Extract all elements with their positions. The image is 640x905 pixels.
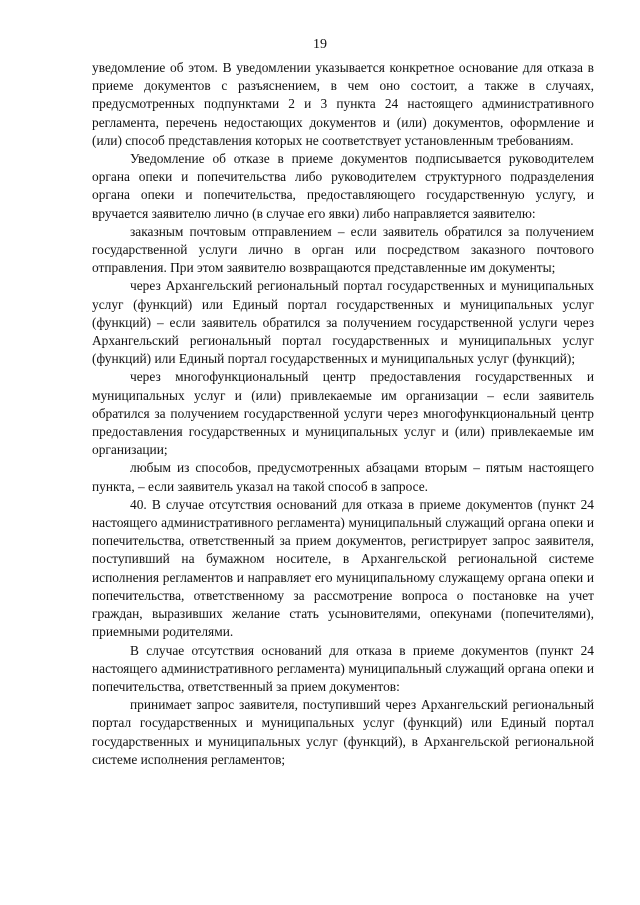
paragraph-notification-content: уведомление об этом. В уведомлении указывается конкретное основание для отказа в приеме документов с разъяснением, в чем оно состоит, а также в случаях, предусмотренных подпунктами 2 и 3 пункта 24 настоящего административного регламента, перечень недостающих документов и (или) документов, оформление и (или) способ представления которых не соответствует установленным требованиям. [92, 60, 594, 148]
paragraph-item-40: 40. В случае отсутствия оснований для отказа в приеме документов (пункт 24 настоящего административного регламента) муниципальный служащий органа опеки и попечительства, ответственный за прием документов, регистрирует запрос заявителя, поступивший на бумажном носителе, в Архангельской региональной системе исполнения регламентов и направляет его муниципальному служащему органа опеки и попечительства, ответственному за рассмотрение вопроса о постановке на учет граждан, выразивших желание стать усыновителями, опекунами (попечителями), приемными родителями. [92, 496, 594, 640]
paragraph-method-registered-mail: заказным почтовым отправлением – если заявитель обратился за получением государственной услуги лично в орган или посредством заказного почтового отправления. При этом заявителю возвращаются представленные им документы; [92, 223, 594, 276]
document-body [92, 59, 594, 769]
paragraph-no-grounds: В случае отсутствия оснований для отказа в приеме документов (пункт 24 настоящего административного регламента) муниципальный служащий органа опеки и попечительства, ответственный за прием документов: [92, 642, 594, 694]
paragraph-refusal-signing: Уведомление об отказе в приеме документов подписывается руководителем органа опеки и попечительства либо руководителем структурного подразделения органа опеки и попечительства, предоставляющего государственную услугу, и вручается заявителю лично (в случае его явки) либо направляется заявителю: [92, 151, 594, 221]
paragraph-method-any: любым из способов, предусмотренных абзацами вторым – пятым настоящего пункта, – если заявитель указал на такой способ в запросе. [92, 460, 594, 494]
paragraph-accepts-request: принимает запрос заявителя, поступивший через Архангельский региональный портал государственных и муниципальных услуг (функций) или Единый портал государственных и муниципальных услуг (функций), в Архангельской региональной системе исполнения регламентов; [92, 697, 594, 767]
paragraph-method-mfc: через многофункциональный центр предоставления государственных и муниципальных услуг и (или) привлекаемые им организации – если заявитель обратился за получением государственной услуги через многофункциональный центр предоставления государственных и муниципальных услуг и (или) привлекаемые им организации; [92, 369, 594, 458]
page-number: 19 [313, 37, 327, 52]
paragraph-method-portal: через Архангельский региональный портал государственных и муниципальных услуг (функций) или Единый портал государственных и муниципальных услуг (функций) – если заявитель обратился за получением государственной услуги через Архангельский региональный портал государственных и муниципальных услуг (функций) или Единый портал государственных и муниципальных услуг (функций); [92, 278, 594, 367]
